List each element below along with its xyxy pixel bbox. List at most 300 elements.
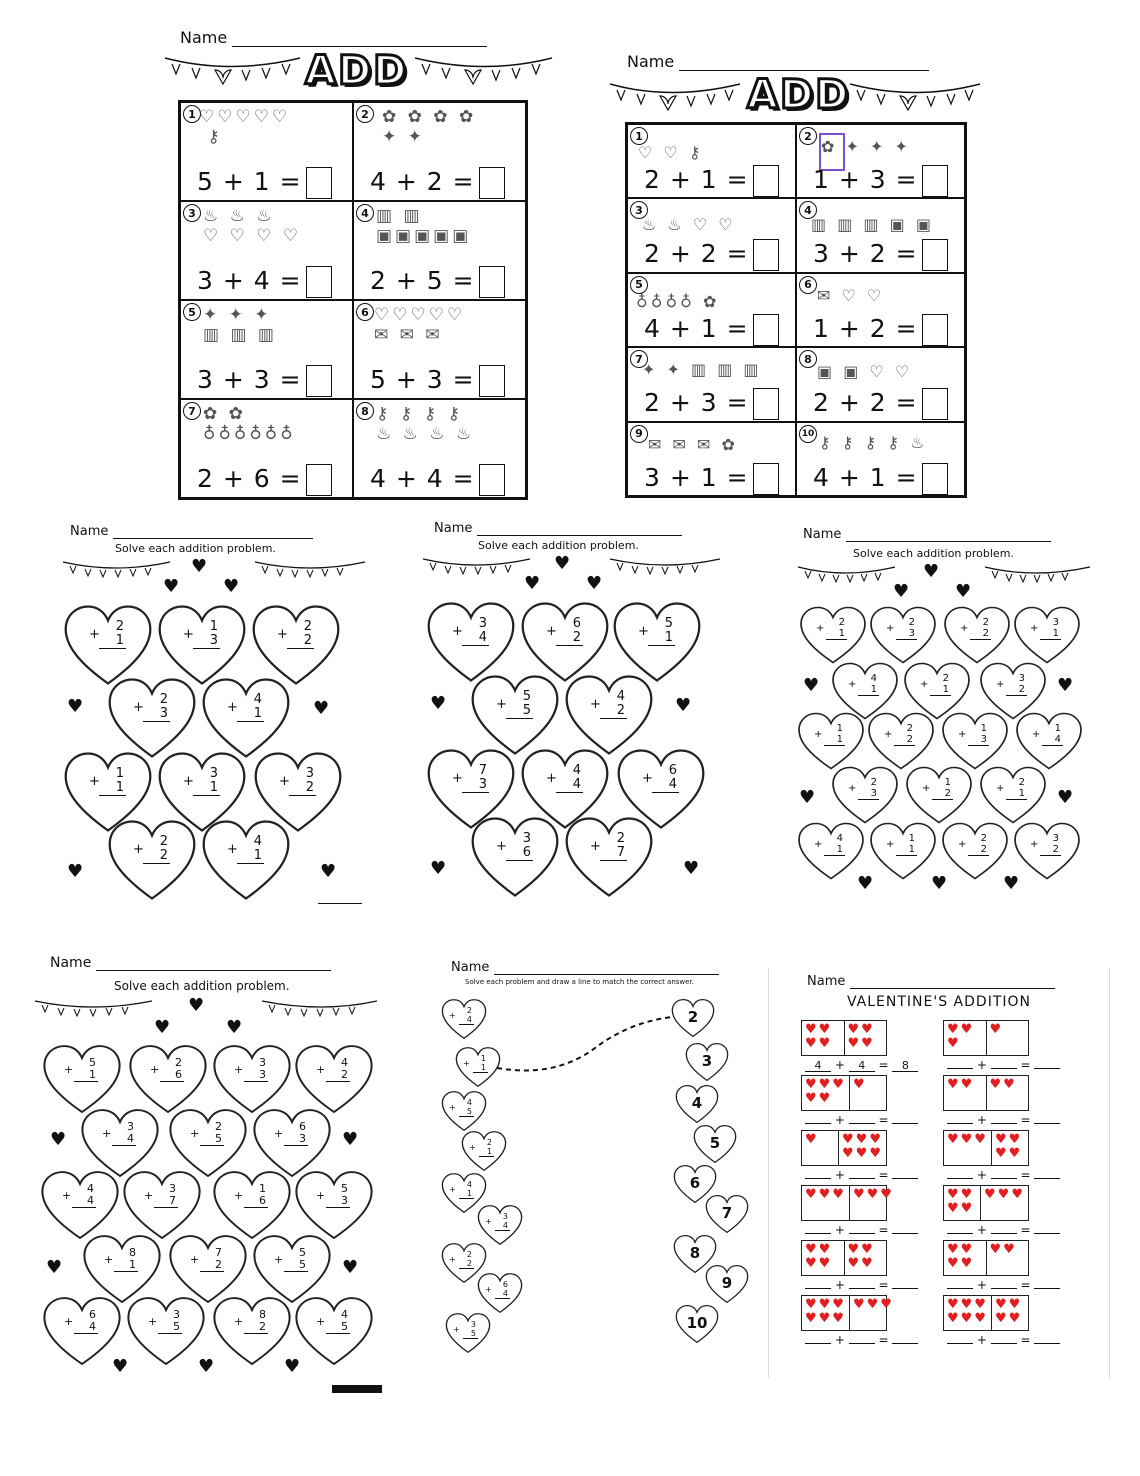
plus-sign: + bbox=[64, 1063, 74, 1076]
addend-bottom: 6 bbox=[244, 1195, 268, 1208]
plus-sign: + bbox=[960, 623, 969, 634]
answer-blank[interactable] bbox=[991, 1113, 1017, 1124]
heart-decoration-icon: ♥ bbox=[430, 693, 447, 714]
plus-sign: + bbox=[316, 1315, 326, 1328]
answer-blank[interactable] bbox=[892, 1223, 918, 1234]
heart-problem[interactable] bbox=[212, 1295, 292, 1367]
problem-cell bbox=[180, 399, 353, 498]
addend-top: 3 bbox=[1052, 833, 1059, 844]
problem-cell bbox=[353, 300, 526, 399]
addend-bottom: 3 bbox=[284, 1133, 308, 1146]
answer-heart[interactable] bbox=[675, 1084, 719, 1124]
heart-problem[interactable] bbox=[905, 765, 973, 825]
answer-blank[interactable] bbox=[991, 1333, 1017, 1344]
heart-problem[interactable] bbox=[797, 821, 865, 881]
heart-problem[interactable] bbox=[126, 1295, 206, 1367]
addend-bottom: 6 bbox=[160, 1069, 184, 1082]
blank-equation[interactable] bbox=[947, 1333, 1060, 1347]
answer-box[interactable] bbox=[479, 365, 505, 397]
plus-sign: + bbox=[183, 627, 194, 642]
heart-problem[interactable] bbox=[455, 1046, 501, 1088]
blank-equation[interactable] bbox=[805, 1168, 918, 1182]
addend-top: 2 bbox=[980, 833, 987, 844]
name-field[interactable] bbox=[232, 46, 487, 47]
addend-bottom: 3 bbox=[462, 778, 489, 793]
answer-blank[interactable] bbox=[849, 1333, 875, 1344]
plus-sign: + bbox=[144, 1189, 154, 1202]
answer-blank[interactable] bbox=[805, 1333, 831, 1344]
addend-top: 3 bbox=[1018, 673, 1025, 684]
heart-problem[interactable] bbox=[294, 1295, 374, 1367]
answer-box[interactable] bbox=[306, 365, 332, 397]
heart-problem[interactable] bbox=[212, 1043, 292, 1115]
heart-problem[interactable] bbox=[441, 1090, 487, 1132]
heart-problem[interactable] bbox=[799, 605, 867, 665]
answer-box[interactable] bbox=[479, 167, 505, 199]
plus-sign: + bbox=[102, 1127, 112, 1140]
plus-sign: + bbox=[920, 679, 929, 690]
answer-blank[interactable] bbox=[947, 1333, 973, 1344]
vertical-addition bbox=[64, 1308, 98, 1334]
heart-problem[interactable] bbox=[426, 600, 516, 684]
answer-blank[interactable] bbox=[849, 1223, 875, 1234]
answer-box[interactable] bbox=[306, 167, 332, 199]
addend-top: 7 bbox=[215, 1246, 222, 1259]
vertical-addition bbox=[814, 833, 845, 856]
problem-number: 2 bbox=[356, 105, 374, 123]
equals-sign: = bbox=[1016, 1168, 1035, 1182]
heart-problem[interactable] bbox=[128, 1043, 208, 1115]
equation: 2 + 5 = bbox=[370, 266, 505, 298]
heart-decoration-icon: ♥ bbox=[1057, 787, 1074, 808]
addend-top: 2 bbox=[870, 777, 877, 788]
answer-blank[interactable] bbox=[1034, 1278, 1060, 1289]
counting-pictures: ♨ ♨ ♨ ♡ ♡ ♡ ♡ bbox=[203, 206, 302, 246]
heart-problem[interactable] bbox=[564, 815, 654, 899]
problem-cell bbox=[796, 124, 965, 198]
heart-problem[interactable] bbox=[1015, 711, 1083, 771]
blank-equation[interactable] bbox=[805, 1333, 918, 1347]
heart-problem[interactable] bbox=[869, 821, 937, 881]
addend-bottom: 5 bbox=[284, 1259, 308, 1272]
heart-problem[interactable] bbox=[107, 818, 197, 902]
equation: 4 + 1 = bbox=[813, 463, 948, 495]
equation: 4 + 2 = bbox=[370, 167, 505, 199]
heart-problem[interactable] bbox=[941, 711, 1009, 771]
ten-frame bbox=[943, 1075, 1029, 1111]
blank-equation[interactable] bbox=[947, 1113, 1060, 1127]
plus-sign: + bbox=[469, 1143, 476, 1152]
vertical-addition bbox=[452, 763, 489, 793]
heart-decoration-icon: ♥ bbox=[191, 556, 208, 577]
plus-sign: + bbox=[886, 839, 895, 850]
answer-box[interactable] bbox=[306, 266, 332, 298]
name-field[interactable] bbox=[494, 974, 719, 975]
addend-bottom: 5 bbox=[463, 1329, 478, 1339]
counting-pictures: ⚷ ⚷ ⚷ ⚷ ♨ ♨ ♨ ♨ bbox=[376, 404, 475, 444]
name-field[interactable] bbox=[96, 970, 331, 971]
plus-sign: + bbox=[449, 1185, 456, 1194]
answer-blank[interactable] bbox=[849, 1113, 875, 1124]
plus-sign: + bbox=[814, 839, 823, 850]
blank-equation[interactable] bbox=[947, 1058, 1060, 1072]
answer-blank[interactable] bbox=[892, 1113, 918, 1124]
answer-heart[interactable] bbox=[675, 1304, 719, 1344]
plus-sign: + bbox=[62, 1189, 72, 1202]
blank-equation[interactable] bbox=[805, 1278, 918, 1292]
plus-sign: + bbox=[814, 729, 823, 740]
answer-heart[interactable] bbox=[671, 998, 715, 1038]
answer-blank[interactable] bbox=[805, 1168, 831, 1179]
addend-bottom: 4 bbox=[459, 1015, 474, 1025]
addend-top: 2 bbox=[942, 673, 949, 684]
heart-problem[interactable] bbox=[797, 711, 865, 771]
heart-count-left: ♥ bbox=[802, 1131, 839, 1165]
addend-bottom: 2 bbox=[894, 734, 915, 746]
ten-frame bbox=[943, 1020, 1029, 1056]
heart-problem[interactable] bbox=[63, 603, 153, 687]
vertical-addition bbox=[102, 1120, 136, 1146]
vertical-addition bbox=[133, 692, 170, 722]
vertical-addition bbox=[590, 689, 627, 719]
counting-pictures: ♡♡♡♡♡ ✉ ✉ ✉ bbox=[374, 305, 466, 345]
problem-cell bbox=[180, 300, 353, 399]
problem-cell bbox=[353, 102, 526, 201]
heart-count-right: ♥♥ ♥♥ bbox=[847, 1242, 875, 1271]
heart-problem[interactable] bbox=[107, 676, 197, 760]
addend-bottom: 2 bbox=[600, 704, 627, 719]
answer-blank[interactable] bbox=[991, 1168, 1017, 1179]
addend-bottom: 1 bbox=[473, 1063, 488, 1073]
answer-heart[interactable] bbox=[693, 1124, 737, 1164]
addend-bottom: 2 bbox=[287, 634, 314, 649]
heart-problem[interactable] bbox=[122, 1169, 202, 1241]
plus-sign: + bbox=[973, 1168, 991, 1182]
answer-blank[interactable] bbox=[991, 1058, 1017, 1069]
vertical-addition bbox=[452, 616, 489, 646]
addend-bottom: 3 bbox=[193, 634, 220, 649]
heart-decoration-icon: ♥ bbox=[188, 995, 205, 1016]
subtitle: Solve each addition problem. bbox=[114, 979, 290, 993]
problem-number: 9 bbox=[630, 425, 648, 443]
addend-bottom: 1 bbox=[99, 781, 126, 796]
vertical-addition bbox=[1030, 617, 1061, 640]
heart-problem[interactable] bbox=[470, 673, 560, 757]
heart-problem[interactable] bbox=[520, 600, 610, 684]
answer-blank[interactable]: 4 bbox=[849, 1061, 875, 1072]
addend-top: 4 bbox=[341, 1056, 348, 1069]
counting-pictures: ♁♁♁♁ ✿ bbox=[636, 291, 720, 311]
heart-problem[interactable] bbox=[42, 1295, 122, 1367]
problem-cell bbox=[627, 347, 796, 421]
vertical-addition bbox=[279, 766, 316, 796]
answer-number: 5 bbox=[709, 1134, 721, 1152]
addend-bottom: 1 bbox=[824, 734, 845, 746]
answer-blank[interactable] bbox=[991, 1278, 1017, 1289]
addend-bottom: 1 bbox=[648, 631, 675, 646]
bunting-garland bbox=[420, 553, 730, 593]
heart-decoration-icon: ♥ bbox=[524, 573, 541, 594]
plus-sign: + bbox=[848, 783, 857, 794]
addend-bottom: 1 bbox=[826, 628, 847, 640]
vertical-addition bbox=[848, 673, 879, 696]
addend-top: 1 bbox=[259, 1182, 266, 1195]
counting-pictures: ✿ ✦ ✦ ✦ bbox=[821, 137, 911, 156]
blank-equation[interactable] bbox=[947, 1223, 1060, 1237]
heart-problem[interactable] bbox=[612, 600, 702, 684]
heart-count-left: ♥♥♥ bbox=[802, 1186, 850, 1220]
worksheet-hearts-4 bbox=[32, 955, 392, 1395]
plus-sign: + bbox=[104, 1253, 114, 1266]
ten-frame bbox=[943, 1240, 1029, 1276]
equals-sign: = bbox=[1016, 1333, 1035, 1347]
answer-blank[interactable] bbox=[1034, 1058, 1060, 1069]
addend-bottom: 3 bbox=[244, 1069, 268, 1082]
answer-box[interactable] bbox=[753, 388, 779, 420]
heart-problem[interactable] bbox=[941, 821, 1009, 881]
answer-blank[interactable] bbox=[1034, 1113, 1060, 1124]
heart-decoration-icon: ♥ bbox=[430, 858, 447, 879]
answer-blank[interactable] bbox=[947, 1278, 973, 1289]
answer-blank[interactable] bbox=[892, 1168, 918, 1179]
plus-sign: + bbox=[234, 1315, 244, 1328]
equation: 2 + 3 = bbox=[644, 388, 779, 420]
bunting-garland bbox=[60, 556, 380, 596]
heart-problem[interactable] bbox=[445, 1312, 491, 1354]
answer-blank[interactable] bbox=[991, 1223, 1017, 1234]
heart-decoration-icon: ♥ bbox=[342, 1257, 359, 1278]
answer-box[interactable] bbox=[922, 314, 948, 346]
blank-equation[interactable] bbox=[805, 1223, 918, 1237]
heart-problem[interactable] bbox=[251, 603, 341, 687]
plus-sign: + bbox=[452, 771, 463, 786]
vertical-addition bbox=[886, 617, 917, 640]
addend-top: 2 bbox=[159, 834, 168, 849]
problem-grid bbox=[178, 100, 528, 500]
addend-top: 3 bbox=[305, 766, 314, 781]
answer-box[interactable] bbox=[922, 239, 948, 271]
addend-top: 1 bbox=[1054, 723, 1061, 734]
equals-sign: = bbox=[874, 1168, 893, 1182]
heart-decoration-icon: ♥ bbox=[67, 696, 84, 717]
equation: 5 + 3 = bbox=[370, 365, 505, 397]
vertical-addition bbox=[958, 833, 989, 856]
heart-count-right: ♥♥ bbox=[989, 1077, 1017, 1092]
heart-problem[interactable] bbox=[461, 1130, 507, 1172]
addend-top: 2 bbox=[838, 617, 845, 628]
addend-bottom: 5 bbox=[200, 1133, 224, 1146]
answer-box[interactable] bbox=[753, 165, 779, 197]
heart-problem[interactable] bbox=[867, 711, 935, 771]
answer-box[interactable] bbox=[753, 239, 779, 271]
heart-problem[interactable] bbox=[201, 818, 291, 902]
answer-box[interactable] bbox=[753, 463, 779, 495]
answer-blank[interactable] bbox=[849, 1278, 875, 1289]
answer-box[interactable] bbox=[922, 388, 948, 420]
answer-blank[interactable] bbox=[805, 1278, 831, 1289]
counting-pictures: ♨ ♨ ♡ ♡ bbox=[642, 215, 736, 235]
name-field[interactable] bbox=[846, 541, 1051, 542]
answer-blank[interactable] bbox=[892, 1333, 918, 1344]
vertical-addition bbox=[463, 1054, 488, 1073]
valentines-title: VALENTINE'S ADDITION bbox=[847, 994, 1032, 1010]
vertical-addition bbox=[316, 1308, 350, 1334]
subtitle: Solve each addition problem. bbox=[478, 539, 639, 552]
addend-bottom: 4 bbox=[652, 778, 679, 793]
answer-number: 8 bbox=[689, 1244, 701, 1262]
answer-blank[interactable]: 4 bbox=[805, 1061, 831, 1072]
heart-decoration-icon: ♥ bbox=[923, 561, 940, 582]
ten-frame bbox=[943, 1130, 1029, 1166]
addend-bottom: 2 bbox=[244, 1321, 268, 1334]
plus-sign: + bbox=[234, 1189, 244, 1202]
problem-cell bbox=[796, 273, 965, 347]
addend-bottom: 2 bbox=[932, 788, 953, 800]
equals-sign: = bbox=[874, 1278, 893, 1292]
addend-bottom: 2 bbox=[1006, 684, 1027, 696]
vertical-addition bbox=[190, 1120, 224, 1146]
addend-bottom: 3 bbox=[143, 707, 170, 722]
plus-sign: + bbox=[449, 1011, 456, 1020]
plus-sign: + bbox=[546, 771, 557, 786]
answer-blank[interactable] bbox=[805, 1113, 831, 1124]
answer-blank[interactable] bbox=[947, 1223, 973, 1234]
heart-problem[interactable] bbox=[42, 1043, 122, 1115]
answer-blank[interactable] bbox=[1034, 1333, 1060, 1344]
answer-blank[interactable] bbox=[947, 1113, 973, 1124]
plus-sign: + bbox=[133, 842, 144, 857]
problem-number: 7 bbox=[183, 402, 201, 420]
vertical-addition bbox=[453, 1320, 478, 1339]
answer-blank[interactable] bbox=[1034, 1168, 1060, 1179]
plus-sign: + bbox=[638, 624, 649, 639]
addend-top: 2 bbox=[466, 1006, 472, 1015]
answer-blank[interactable] bbox=[947, 1168, 973, 1179]
heart-decoration-icon: ♥ bbox=[50, 1129, 67, 1150]
heart-problem[interactable] bbox=[1013, 821, 1081, 881]
heart-problem[interactable] bbox=[869, 605, 937, 665]
plus-sign: + bbox=[449, 1255, 456, 1264]
blank-equation[interactable] bbox=[947, 1278, 1060, 1292]
heart-problem[interactable] bbox=[477, 1272, 523, 1314]
name-field[interactable] bbox=[679, 70, 929, 71]
problem-number: 3 bbox=[630, 201, 648, 219]
answer-box[interactable] bbox=[922, 165, 948, 197]
answer-box[interactable] bbox=[479, 464, 505, 496]
problem-number: 1 bbox=[183, 105, 201, 123]
plus-sign: + bbox=[89, 774, 100, 789]
heart-problem[interactable] bbox=[441, 998, 487, 1040]
addend-bottom: 7 bbox=[154, 1195, 178, 1208]
heart-problem[interactable] bbox=[294, 1043, 374, 1115]
heart-count-left: ♥♥ ♥ bbox=[944, 1021, 987, 1055]
plus-sign: + bbox=[996, 679, 1005, 690]
name-label: Name bbox=[627, 52, 929, 71]
plus-sign: + bbox=[922, 783, 931, 794]
heart-count-right: ♥♥♥ ♥♥♥ bbox=[842, 1132, 883, 1161]
vertical-addition bbox=[996, 673, 1027, 696]
heart-problem[interactable] bbox=[157, 603, 247, 687]
vertical-addition bbox=[104, 1246, 138, 1272]
answer-box[interactable] bbox=[479, 266, 505, 298]
heart-problem[interactable] bbox=[201, 676, 291, 760]
heart-problem[interactable] bbox=[294, 1169, 374, 1241]
answer-blank[interactable] bbox=[849, 1168, 875, 1179]
addend-bottom: 2 bbox=[968, 844, 989, 856]
vertical-addition bbox=[996, 777, 1027, 800]
heart-count-left: ♥♥♥ ♥♥ bbox=[802, 1076, 850, 1110]
addend-top: 2 bbox=[466, 1250, 472, 1259]
match-instructions: Solve each problem and draw a line to match the correct answer. bbox=[465, 978, 694, 986]
heart-decoration-icon: ♥ bbox=[893, 581, 910, 602]
vertical-addition bbox=[920, 673, 951, 696]
heart-problem[interactable] bbox=[1013, 605, 1081, 665]
ten-frame bbox=[943, 1185, 1029, 1221]
heart-problem[interactable] bbox=[564, 673, 654, 757]
addend-top: 3 bbox=[470, 1320, 476, 1329]
addend-top: 2 bbox=[486, 1138, 492, 1147]
blank-equation[interactable] bbox=[947, 1168, 1060, 1182]
answer-box[interactable] bbox=[922, 463, 948, 495]
vertical-addition bbox=[183, 619, 220, 649]
name-field[interactable] bbox=[850, 988, 1055, 989]
addend-top: 4 bbox=[870, 673, 877, 684]
plus-sign: + bbox=[886, 623, 895, 634]
heart-problem[interactable] bbox=[477, 1204, 523, 1246]
plus-sign: + bbox=[277, 627, 288, 642]
plus-sign: + bbox=[463, 1059, 470, 1068]
addend-top: 4 bbox=[87, 1182, 94, 1195]
problem-cell bbox=[353, 399, 526, 498]
answer-blank[interactable] bbox=[1034, 1223, 1060, 1234]
answer-number: 4 bbox=[691, 1094, 703, 1112]
answer-blank[interactable] bbox=[805, 1223, 831, 1234]
answer-heart[interactable] bbox=[705, 1264, 749, 1304]
ten-frame bbox=[801, 1240, 887, 1276]
answer-blank[interactable] bbox=[947, 1058, 973, 1069]
heart-problem[interactable] bbox=[943, 605, 1011, 665]
answer-heart[interactable] bbox=[705, 1194, 749, 1234]
plus-sign: + bbox=[831, 1278, 849, 1292]
counting-pictures: ✿ ✿ ♁♁♁♁♁♁ bbox=[203, 404, 296, 444]
heart-problem[interactable] bbox=[212, 1169, 292, 1241]
heart-problem[interactable] bbox=[979, 765, 1047, 825]
heart-problem[interactable] bbox=[831, 765, 899, 825]
plus-sign: + bbox=[227, 700, 238, 715]
heart-count-left: ♥♥ ♥♥ bbox=[802, 1241, 845, 1275]
answer-blank[interactable] bbox=[892, 1278, 918, 1289]
answer-box[interactable] bbox=[306, 464, 332, 496]
answer-heart[interactable] bbox=[685, 1042, 729, 1082]
equation: 4 + 1 = bbox=[644, 314, 779, 346]
heart-problem[interactable] bbox=[40, 1169, 120, 1241]
blank-equation[interactable] bbox=[805, 1113, 918, 1127]
addend-top: 6 bbox=[299, 1120, 306, 1133]
name-field[interactable] bbox=[477, 535, 682, 536]
heart-problem[interactable] bbox=[470, 815, 560, 899]
name-label: Name bbox=[434, 521, 682, 536]
blank-equation[interactable] bbox=[805, 1058, 918, 1072]
answer-box[interactable] bbox=[753, 314, 779, 346]
addend-top: 2 bbox=[175, 1056, 182, 1069]
equation: 2 + 2 = bbox=[644, 239, 779, 271]
plus-sign: + bbox=[973, 1113, 991, 1127]
add-title: ADD bbox=[305, 48, 409, 94]
addend-bottom: 1 bbox=[237, 707, 264, 722]
equation: 2 + 6 = bbox=[197, 464, 332, 496]
name-field[interactable] bbox=[113, 538, 313, 539]
answer-blank[interactable]: 8 bbox=[892, 1061, 918, 1072]
